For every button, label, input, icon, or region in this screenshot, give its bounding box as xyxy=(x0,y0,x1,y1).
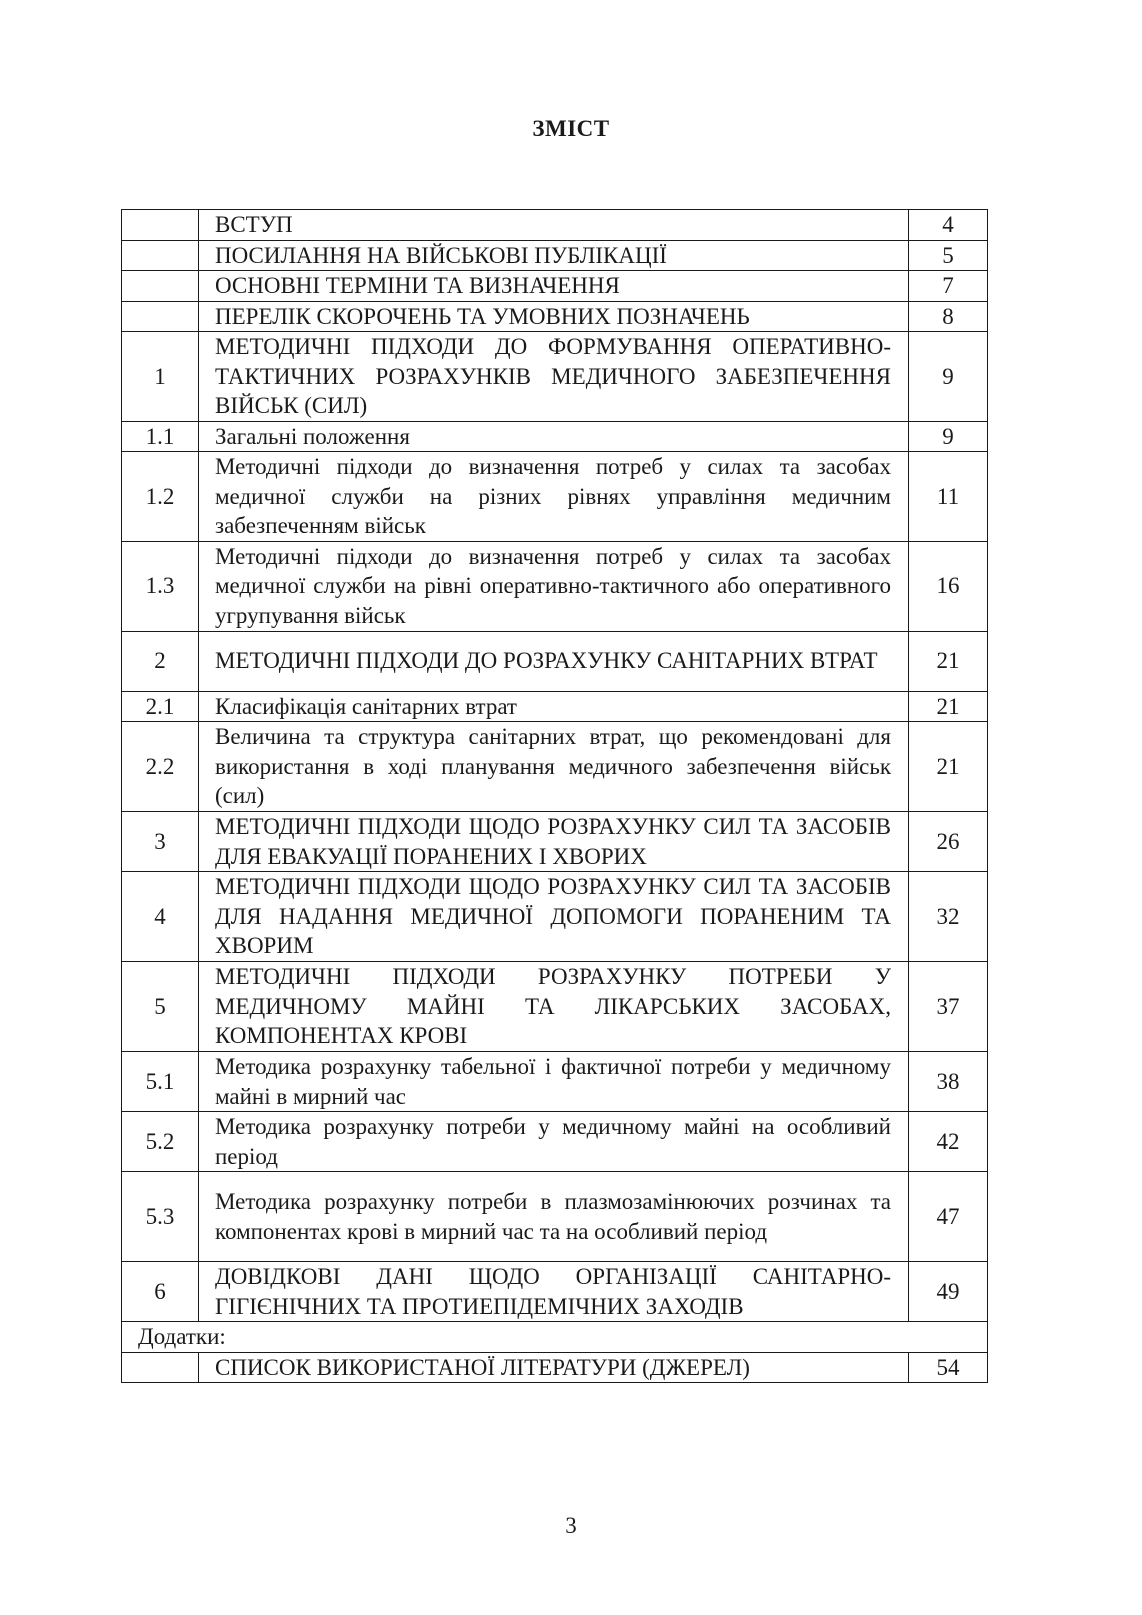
section-page: 47 xyxy=(909,1172,988,1262)
toc-row xyxy=(122,631,988,691)
section-title: МЕТОДИЧНІ ПІДХОДИ ЩОДО РОЗРАХУНКУ СИЛ ТА ЗАСОБІВ ДЛЯ НАДАННЯ МЕДИЧНОЇ ДОПОМОГИ ПОРАНЕНИМ ТА ХВОРИМ xyxy=(199,872,909,962)
toc-row xyxy=(122,691,988,722)
section-page: 4 xyxy=(909,210,988,241)
section-page: 42 xyxy=(909,1112,988,1172)
toc-row xyxy=(122,812,988,872)
section-page: 5 xyxy=(909,240,988,271)
section-page: 38 xyxy=(909,1052,988,1112)
section-title: ВСТУП xyxy=(199,210,909,241)
toc-row xyxy=(122,1352,988,1383)
section-number: 5 xyxy=(122,962,199,1052)
section-number: 1 xyxy=(122,332,199,422)
table-of-contents xyxy=(121,209,988,1383)
section-number xyxy=(122,210,199,241)
toc-row xyxy=(122,1262,988,1322)
toc-row xyxy=(122,1112,988,1172)
section-page: 11 xyxy=(909,452,988,542)
section-number: 3 xyxy=(122,812,199,872)
toc-row xyxy=(122,1052,988,1112)
section-page: 32 xyxy=(909,872,988,962)
section-title: Методичні підходи до визначення потреб у силах та засобах медичної служби на рівні оперативно-тактичного або оперативного угрупування військ xyxy=(199,541,909,631)
section-title: ПЕРЕЛІК СКОРОЧЕНЬ ТА УМОВНИХ ПОЗНАЧЕНЬ xyxy=(199,301,909,332)
toc-row xyxy=(122,962,988,1052)
section-title: Методичні підходи до визначення потреб у силах та засобах медичної служби на різних рівнях управління медичним забезпеченням військ xyxy=(199,452,909,542)
section-title: Методика розрахунку потреби в плазмозамінюючих розчинах та компонентах крові в мирний час та на особливий період xyxy=(199,1172,909,1262)
section-number: 4 xyxy=(122,872,199,962)
toc-row xyxy=(122,210,988,241)
section-title: ДОВІДКОВІ ДАНІ ЩОДО ОРГАНІЗАЦІЇ САНІТАРНО-ГІГІЄНІЧНИХ ТА ПРОТИЕПІДЕМІЧНИХ ЗАХОДІВ xyxy=(199,1262,909,1322)
section-number: 1.3 xyxy=(122,541,199,631)
section-number: 5.2 xyxy=(122,1112,199,1172)
section-title: Класифікація санітарних втрат xyxy=(199,691,909,722)
toc-row xyxy=(122,421,988,452)
section-page: 37 xyxy=(909,962,988,1052)
toc-appendix-header xyxy=(122,1322,988,1353)
section-number: 1.1 xyxy=(122,421,199,452)
toc-row xyxy=(122,332,988,422)
section-page: 21 xyxy=(909,722,988,812)
section-title: МЕТОДИЧНІ ПІДХОДИ ДО РОЗРАХУНКУ САНІТАРНИХ ВТРАТ xyxy=(199,631,909,691)
toc-body xyxy=(122,210,988,1383)
section-title: СПИСОК ВИКОРИСТАНОЇ ЛІТЕРАТУРИ (ДЖЕРЕЛ) xyxy=(199,1352,909,1383)
section-number: 2 xyxy=(122,631,199,691)
page-title: ЗМІСТ xyxy=(532,116,610,141)
section-title: МЕТОДИЧНІ ПІДХОДИ ЩОДО РОЗРАХУНКУ СИЛ ТА ЗАСОБІВ ДЛЯ ЕВАКУАЦІЇ ПОРАНЕНИХ І ХВОРИХ xyxy=(199,812,909,872)
appendix-label: Додатки: xyxy=(122,1322,988,1353)
section-number: 2.1 xyxy=(122,691,199,722)
section-title: Методика розрахунку табельної і фактичної потреби у медичному майні в мирний час xyxy=(199,1052,909,1112)
section-page: 54 xyxy=(909,1352,988,1383)
section-number xyxy=(122,271,199,302)
section-title: МЕТОДИЧНІ ПІДХОДИ РОЗРАХУНКУ ПОТРЕБИ У МЕДИЧНОМУ МАЙНІ ТА ЛІКАРСЬКИХ ЗАСОБАХ, КОМПОНЕНТАХ КРОВІ xyxy=(199,962,909,1052)
section-number xyxy=(122,1352,199,1383)
section-title: Величина та структура санітарних втрат, що рекомендовані для використання в ході планування медичного забезпечення військ (сил) xyxy=(199,722,909,812)
section-title: ОСНОВНІ ТЕРМІНИ ТА ВИЗНАЧЕННЯ xyxy=(199,271,909,302)
section-page: 26 xyxy=(909,812,988,872)
section-page: 9 xyxy=(909,421,988,452)
section-title: Методика розрахунку потреби у медичному майні на особливий період xyxy=(199,1112,909,1172)
toc-row xyxy=(122,541,988,631)
section-number: 1.2 xyxy=(122,452,199,542)
toc-row xyxy=(122,872,988,962)
toc-row xyxy=(122,271,988,302)
section-number xyxy=(122,301,199,332)
section-page: 7 xyxy=(909,271,988,302)
toc-row xyxy=(122,1172,988,1262)
section-page: 21 xyxy=(909,631,988,691)
section-number: 5.3 xyxy=(122,1172,199,1262)
section-title: МЕТОДИЧНІ ПІДХОДИ ДО ФОРМУВАННЯ ОПЕРАТИВНО-ТАКТИЧНИХ РОЗРАХУНКІВ МЕДИЧНОГО ЗАБЕЗПЕЧЕННЯ ВІЙСЬК (СИЛ) xyxy=(199,332,909,422)
toc-row xyxy=(122,301,988,332)
section-title: ПОСИЛАННЯ НА ВІЙСЬКОВІ ПУБЛІКАЦІЇ xyxy=(199,240,909,271)
section-number: 5.1 xyxy=(122,1052,199,1112)
section-number: 6 xyxy=(122,1262,199,1322)
section-page: 16 xyxy=(909,541,988,631)
section-number: 2.2 xyxy=(122,722,199,812)
toc-row xyxy=(122,452,988,542)
section-number xyxy=(122,240,199,271)
section-page: 8 xyxy=(909,301,988,332)
page-number: 3 xyxy=(565,1513,577,1538)
section-page: 21 xyxy=(909,691,988,722)
toc-row xyxy=(122,722,988,812)
section-page: 9 xyxy=(909,332,988,422)
toc-row xyxy=(122,240,988,271)
section-title: Загальні положення xyxy=(199,421,909,452)
section-page: 49 xyxy=(909,1262,988,1322)
